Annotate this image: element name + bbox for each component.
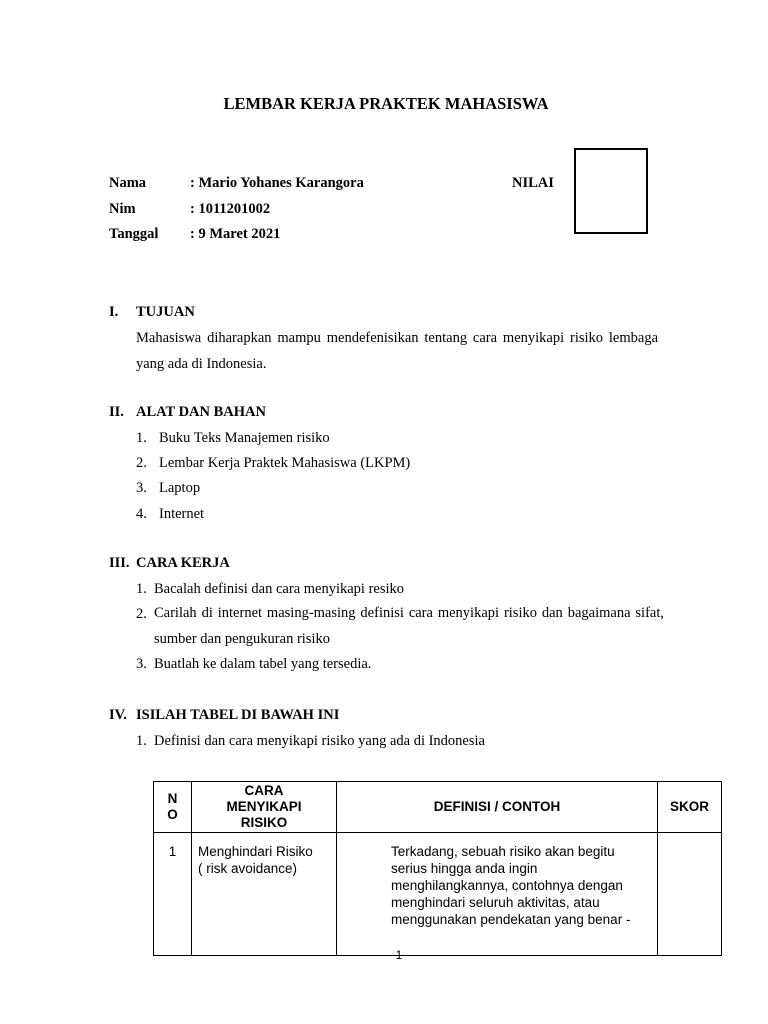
section-number: II. — [109, 404, 124, 420]
section-number: IV. — [109, 707, 127, 723]
list-item: Carilah di internet masing-masing definisi cara menyikapi risiko dan bagaimana sifat, sumber dan pengukuran risiko — [154, 605, 664, 647]
tanggal-value: : 9 Maret 2021 — [190, 226, 281, 242]
section-heading-tujuan: TUJUAN — [136, 304, 195, 320]
list-item: Bacalah definisi dan cara menyikapi resiko — [154, 581, 405, 597]
header-no — [154, 782, 192, 833]
row-definition-text: Terkadang, sebuah risiko akan begitu serius hingga anda ingin menghilangkannya, contohnya dengan menghindari seluruh aktivitas, atau menggunakan pendekatan yang benar - — [391, 844, 631, 927]
section-heading-isilah: ISILAH TABEL DI BAWAH INI — [136, 707, 340, 723]
header-cara-line2: MENYIKAPI — [226, 799, 302, 814]
nilai-label: NILAI — [512, 175, 554, 191]
row-method-line1: Menghindari Risiko — [198, 844, 313, 859]
header-no-line1: N — [167, 791, 178, 806]
nim-value: : 1011201002 — [190, 201, 271, 217]
page-title: LEMBAR KERJA PRAKTEK MAHASISWA — [223, 94, 549, 113]
list-item-number: 2. — [136, 606, 147, 622]
header-definisi: DEFINISI / CONTOH — [337, 782, 658, 833]
row-method — [192, 833, 337, 956]
list-item-number: 4. — [136, 506, 147, 522]
list-item-number: 2. — [136, 455, 147, 471]
page-number: 1 — [395, 948, 403, 962]
nama-value: : Mario Yohanes Karangora — [190, 175, 364, 191]
header-no-line2: O — [167, 807, 178, 822]
row-number: 1 — [154, 833, 192, 956]
header-cara-line3: RISIKO — [240, 815, 288, 830]
list-item-number: 1. — [136, 581, 147, 597]
risk-table — [153, 781, 722, 956]
nama-label: Nama — [109, 175, 147, 191]
list-item-number: 3. — [136, 656, 147, 672]
list-item-number: 3. — [136, 480, 147, 496]
section-heading-alat: ALAT DAN BAHAN — [136, 404, 266, 420]
tanggal-label: Tanggal — [109, 226, 159, 242]
header-skor: SKOR — [658, 782, 722, 833]
list-item: Internet — [159, 506, 205, 522]
nilai-box — [574, 148, 648, 234]
section-heading-cara: CARA KERJA — [136, 555, 230, 571]
header-cara-line1: CARA — [244, 783, 284, 798]
row-method-line2: ( risk avoidance) — [198, 861, 298, 876]
list-item-number: 1. — [136, 733, 147, 749]
list-item: Definisi dan cara menyikapi risiko yang ada di Indonesia — [154, 733, 485, 749]
list-item: Laptop — [159, 480, 201, 496]
table-row — [154, 833, 722, 956]
row-definition — [337, 833, 658, 956]
list-item: Lembar Kerja Praktek Mahasiswa (LKPM) — [159, 455, 411, 471]
header-cara — [192, 782, 337, 833]
row-score-cell[interactable] — [658, 833, 722, 956]
section-number: III. — [109, 555, 130, 571]
list-item-number: 1. — [136, 430, 147, 446]
list-item: Buku Teks Manajemen risiko — [159, 430, 330, 446]
list-item: Buatlah ke dalam tabel yang tersedia. — [154, 656, 372, 672]
table-header-row — [154, 782, 722, 833]
tujuan-text: Mahasiswa diharapkan mampu mendefenisikan tentang cara menyikapi risiko lembaga yang ada di Indonesia. — [136, 330, 658, 372]
section-number: I. — [109, 304, 119, 320]
nim-label: Nim — [109, 201, 136, 217]
